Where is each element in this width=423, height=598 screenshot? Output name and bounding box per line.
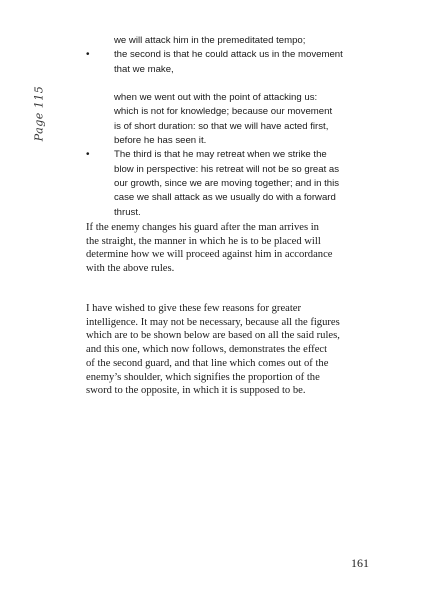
paragraph-line: sword to the opposite, in which it is supposed to be. <box>86 385 306 397</box>
list-line: we will attack him in the premeditated tempo; <box>114 35 306 46</box>
paragraph-line: with the above rules. <box>86 263 175 275</box>
paragraph-line: intelligence. It may not be necessary, because all the figures <box>86 316 340 328</box>
list-line: when we went out with the point of attacking us: <box>114 92 318 104</box>
paragraph-reasons <box>86 302 386 398</box>
list-line: that we make, <box>114 63 174 75</box>
list-item-bullet: • The third is that he may retreat when we strike the <box>86 148 386 162</box>
paragraph-line: I have wished to give these few reasons for greater <box>86 303 302 314</box>
list-line: blow in perspective: his retreat will not be so great as <box>114 163 340 175</box>
page-number: 161 <box>351 556 369 570</box>
margin-page-label-text: Page 115 <box>32 85 46 141</box>
list-line: thrust. <box>114 206 141 218</box>
paragraph-line: and this one, which now follows, demonstrates the effect <box>86 344 328 356</box>
margin-page-label <box>24 82 54 144</box>
list-line: before he has seen it. <box>114 135 207 147</box>
paragraph-line: which are to be shown below are based on all the said rules, <box>86 330 340 342</box>
paragraph-guard-change <box>86 221 386 276</box>
list-line: case we shall attack as we usually do with a forward <box>114 192 336 204</box>
list-line: our growth, since we are moving together; and in this <box>114 177 340 189</box>
paragraph-line: If the enemy changes his guard after the man arrives in <box>86 222 319 233</box>
paragraph-line: of the second guard, and that line which comes out of the <box>86 357 329 369</box>
paragraph-line: the straight, the manner in which he is to be placed will <box>86 235 321 247</box>
list-line: which is not for knowledge; because our movement <box>114 106 333 118</box>
paragraph-line: enemy’s shoulder, which signifies the proportion of the <box>86 371 320 383</box>
list-item-bullet: • the second is that he could attack us in the movement <box>86 48 386 62</box>
list-gap <box>86 77 386 91</box>
list-section <box>86 34 386 220</box>
paragraph-line: determine how we will proceed against him in accordance <box>86 249 333 261</box>
list-line: is of short duration: so that we will have acted first, <box>114 120 329 132</box>
